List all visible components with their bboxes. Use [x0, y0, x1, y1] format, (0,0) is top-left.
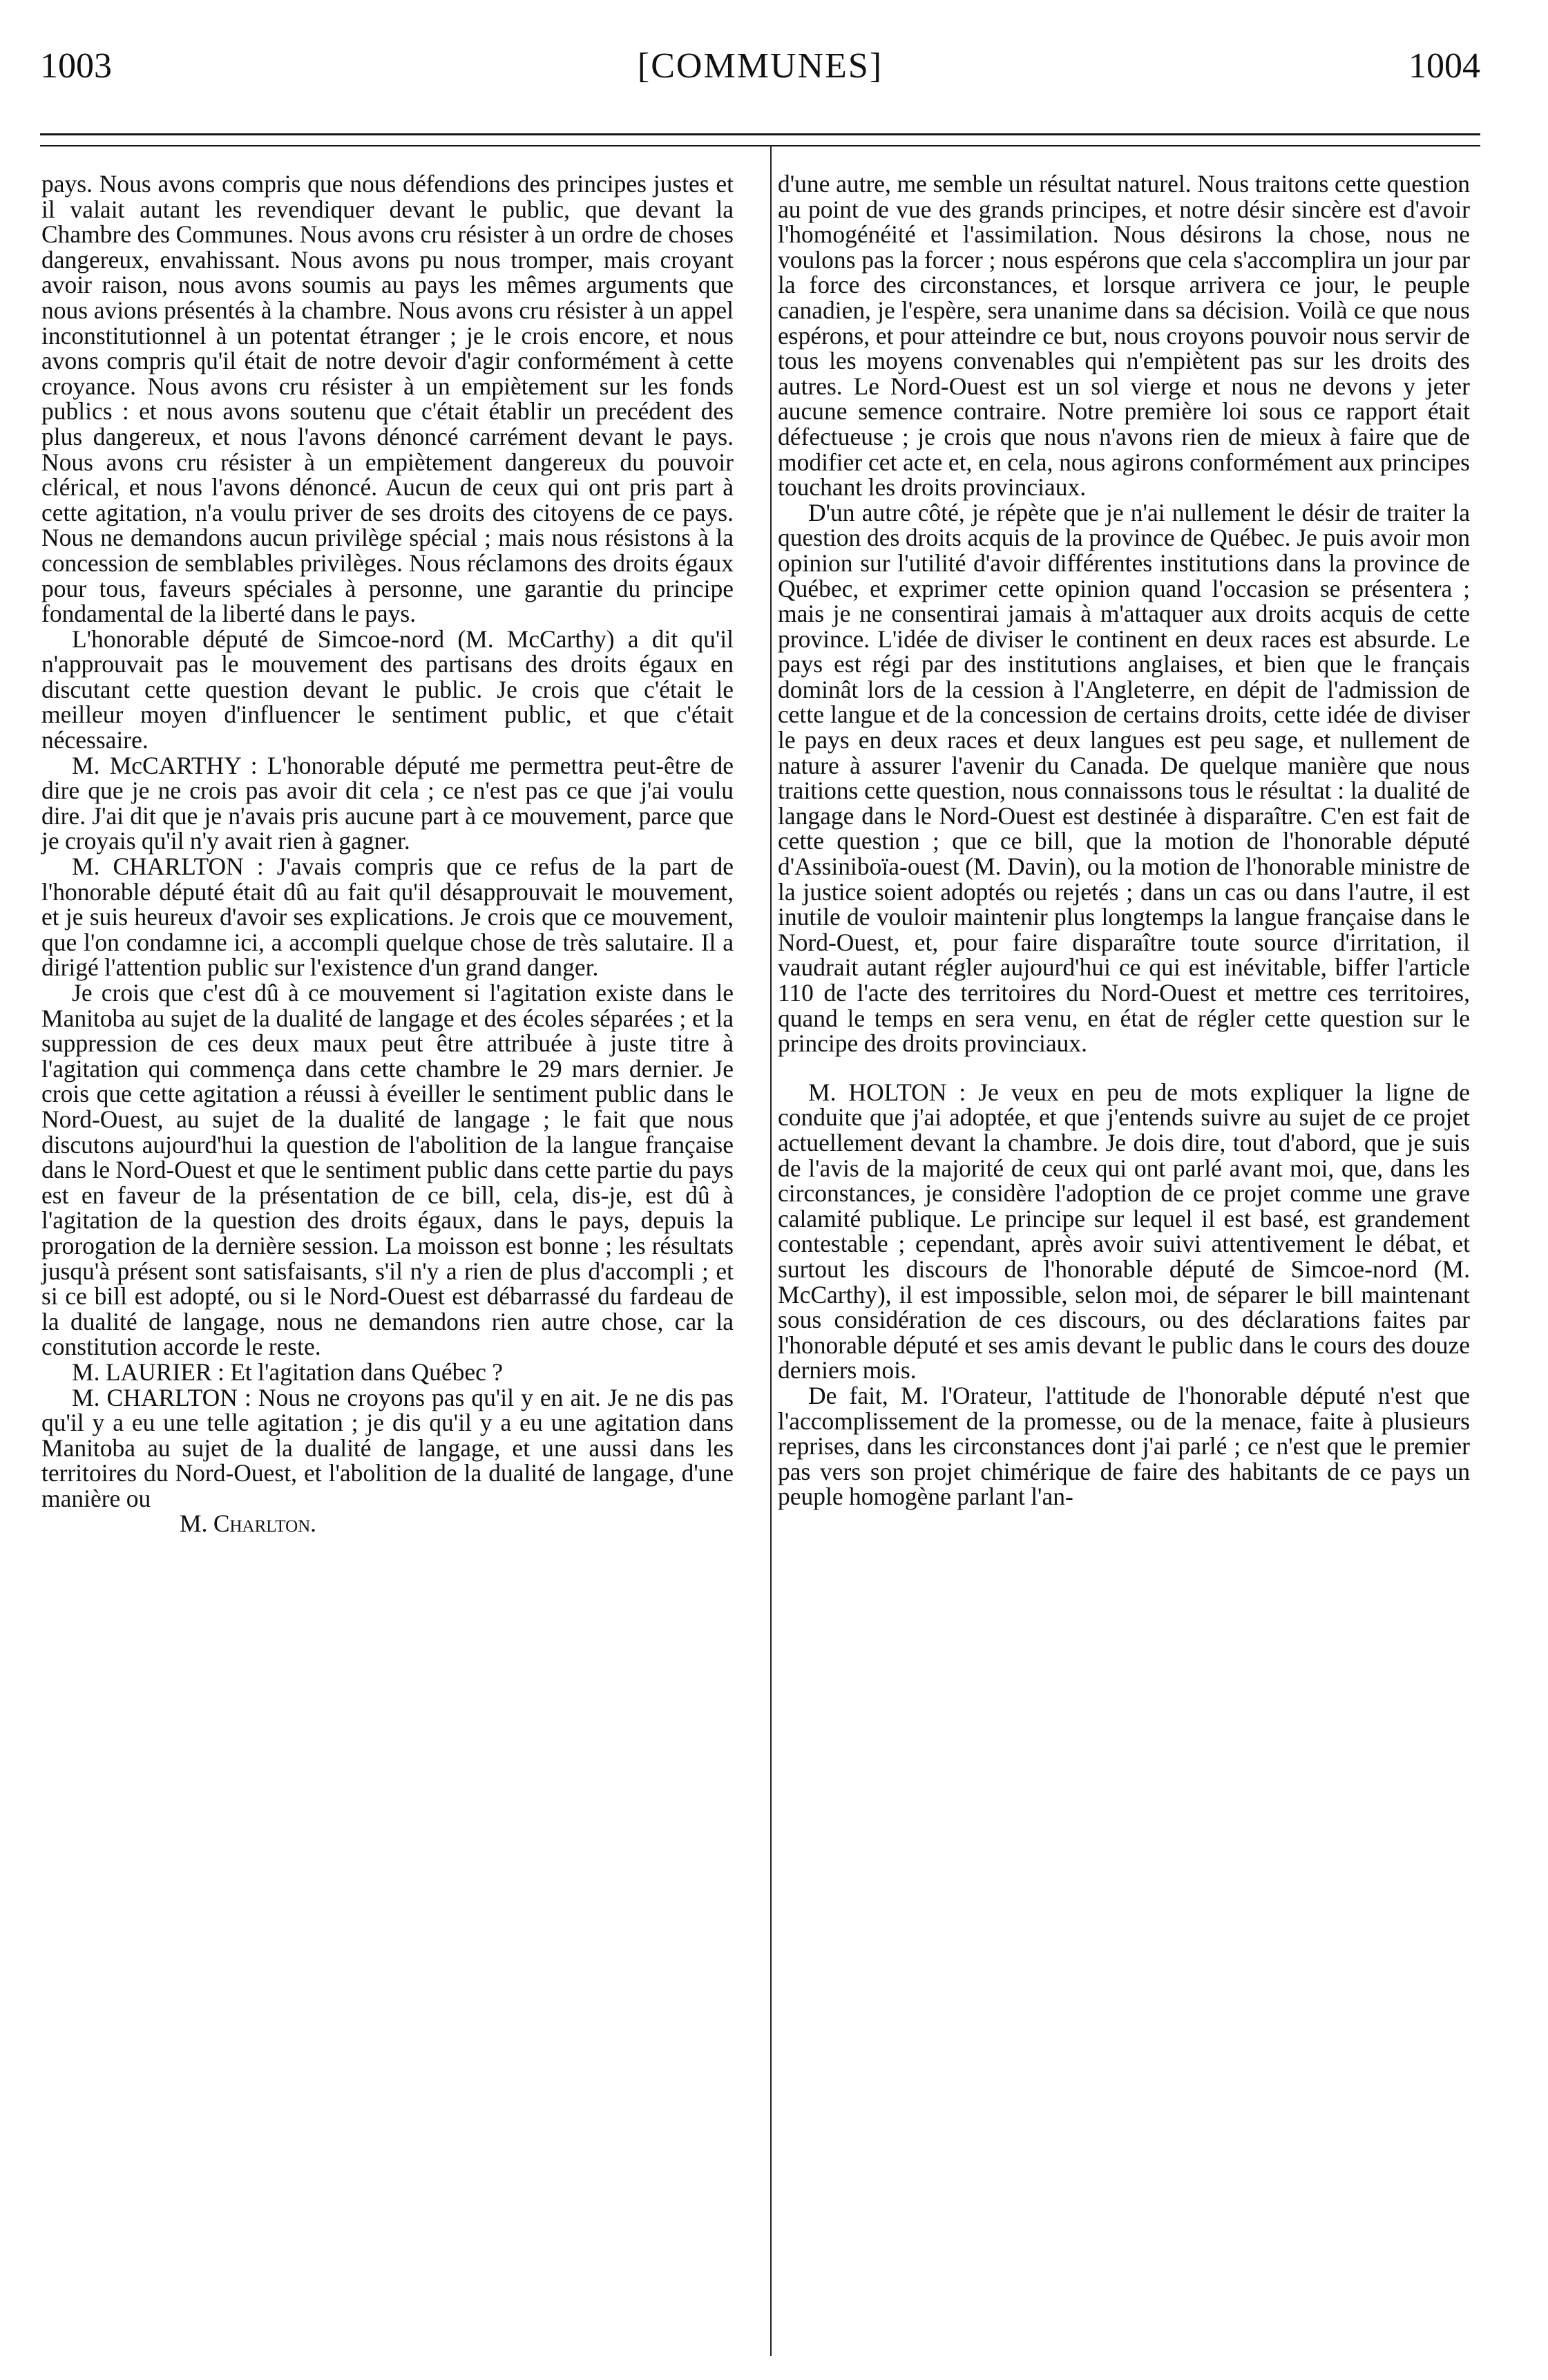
speaker-signature: M. Charlton.	[180, 1510, 317, 1538]
header-rule-bottom	[40, 145, 1480, 146]
left-paragraph-4: M. CHARLTON : J'avais compris que ce refus de la part de l'honorable député était dû au fait qu'il désapprouvait le mouvement, et je suis heureux d'avoir ses explications. Je crois que ce mouvement, que l'on condamne ici, a accompli quelque chose de très salutaire. Il a dirigé l'attention public sur l'existence d'un grand danger.	[41, 853, 734, 982]
left-paragraph-7: M. CHARLTON : Nous ne croyons pas qu'il y en ait. Je ne dis pas qu'il y a eu une telle agitation ; je dis qu'il y a eu une agitation dans Manitoba au sujet de la dualité de langage, et une aussi dans les territoires du Nord-Ouest, et l'abolition de la dualité de langage, d'une manière ou	[41, 1383, 734, 1512]
column-divider	[770, 145, 772, 2356]
running-title: [COMMUNES]	[637, 46, 883, 86]
header-rule-top	[40, 133, 1480, 135]
page-number-left: 1003	[40, 46, 112, 86]
right-paragraph-3: M. HOLTON : Je veux en peu de mots expliquer la ligne de conduite que j'ai adoptée, et que j'entends suivre au sujet de ce projet actuellement devant la chambre. Je dois dire, tout d'abord, que je suis de l'avis de la majorité de ceux qui ont parlé avant moi, que, dans les circonstances, je considère l'adoption de ce projet comme une grave calamité publique. Le principe sur lequel il est basé, est grandement contestable ; cependant, après avoir suivi attentivement le débat, et surtout les discours de l'honorable député de Simcoe-nord (M. McCarthy), il est impossible, selon moi, de séparer le bill maintenant sous considération de ces discours, ou des déclarations faites par l'honorable député et ses amis devant le public dans le cours des douze derniers mois.	[778, 1078, 1470, 1384]
left-column	[41, 171, 734, 1536]
left-paragraph-6: M. LAURIER : Et l'agitation dans Québec ?	[72, 1358, 504, 1386]
page-header	[40, 46, 1480, 94]
right-paragraph-4: De fait, M. l'Orateur, l'attitude de l'honorable député n'est que l'accomplissement de la promesse, ou de la menace, faite à plusieurs reprises, dans les circonstances dont j'ai parlé ; ce n'est que le premier pas vers son projet chimérique de faire des habitants de ce pays un peuple homogène parlant l'an-	[778, 1381, 1470, 1511]
left-paragraph-1: pays. Nous avons compris que nous défendions des principes justes et il valait autant les revendiquer devant le public, que devant la Chambre des Communes. Nous avons cru résister à un ordre de choses dangereux, envahissant. Nous avons pu nous tromper, mais croyant avoir raison, nous avons soumis au pays les mêmes arguments que nous avions présentés à la chambre. Nous avons cru résister à un appel inconstitutionnel à un potentat étranger ; je le crois encore, et nous avons compris qu'il était de notre devoir d'agir conformément à cette croyance. Nous avons cru résister à un empiètement sur les fonds publics : et nous avons soutenu que c'était établir un precédent des plus dangereux, et nous l'avons dénoncé carrément devant le pays. Nous avons cru résister à un empiètement dangereux du pouvoir clérical, et nous l'avons dénoncé. Aucun de ceux qui ont pris part à cette agitation, n'a voulu priver de ses droits des citoyens de ce pays. Nous ne demandons aucun privilège spécial ; mais nous résistons à la concession de semblables privilèges. Nous réclamons des droits égaux pour tous, faveurs spéciales à personne, une garantie du principe fondamental de la liberté dans le pays.	[41, 170, 734, 628]
right-paragraph-2: D'un autre côté, je répète que je n'ai nullement le désir de traiter la question des droits acquis de la province de Québec. Je puis avoir mon opinion sur l'utilité d'avoir différentes institutions dans la province de Québec, et exprimer cette opinion quand l'occasion se présentera ; mais je ne consentirai jamais à m'attaquer aux droits acquis de cette province. L'idée de diviser le continent en deux races est absurde. Le pays est régi par des institutions anglaises, et bien que le français dominât lors de la cession à l'Angleterre, en dépit de l'admission de cette langue et de la concession de certains droits, cette idée de diviser le pays en deux races et deux langues est peu sage, et nullement de nature à assurer l'avenir du Canada. De quelque manière que nous traitions cette question, nous connaissons tous le résultat : la dualité de langage dans le Nord-Ouest est destinée à disparaître. C'en est fait de cette question ; que ce bill, que la motion de l'honorable député d'Assiniboïa-ouest (M. Davin), ou la motion de l'honorable ministre de la justice soient adoptés ou rejetés ; dans un cas ou dans l'autre, il est inutile de vouloir maintenir plus longtemps la langue française dans le Nord-Ouest, et, pour faire disparaître toute source d'irritation, il vaudrait autant régler aujourd'hui ce qui est inévitable, biffer l'article 110 de l'acte des territoires du Nord-Ouest et mettre ces territoires, quand le temps en sera venu, en état de régler cette question sur le principe des droits provinciaux.	[778, 498, 1470, 1058]
right-paragraph-1: d'une autre, me semble un résultat naturel. Nous traitons cette question au point de vue des grands principes, et notre désir sincère est d'avoir l'homogénéité et l'assimilation. Nous désirons la chose, nous ne voulons pas la forcer ; nous espérons que cela s'accomplira un jour par la force des circonstances, et lorsque arrivera ce jour, le peuple canadien, je l'espère, sera unanime dans sa décision. Voilà ce que nous espérons, et pour atteindre ce but, nous croyons pouvoir nous servir de tous les moyens convenables qui n'empiètent pas sur les droits des autres. Le Nord-Ouest est un sol vierge et nous ne devons y jeter aucune semence contraire. Notre première loi sous ce rapport était défectueuse ; je crois que nous n'avons rien de mieux à faire que de modifier cet acte et, en cela, nous agirons conformément aux principes touchant les droits provinciaux.	[778, 170, 1470, 502]
left-paragraph-5: Je crois que c'est dû à ce mouvement si l'agitation existe dans le Manitoba au sujet de la dualité de langage et des écoles séparées ; et la suppression de ces deux maux peut être attribuée à juste titre à l'agitation qui commença dans cette chambre le 29 mars dernier. Je crois que cette agitation a réussi à éveiller le sentiment public dans le Nord-Ouest, au sujet de la dualité de langage ; le fait que nous discutons aujourd'hui la question de l'abolition de la langue française dans le Nord-Ouest et que le sentiment public dans cette partie du pays est en faveur de la présentation de ce bill, cela, dis-je, est dû à l'agitation de la question des droits égaux, dans le pays, depuis la prorogation de la dernière session. La moisson est bonne ; les résultats jusqu'à présent sont satisfaisants, s'il n'y a rien de plus d'accompli ; et si ce bill est adopté, ou si le Nord-Ouest est débarrassé du fardeau de la dualité de langage, nous ne demandons rien autre chose, car la constitution accorde le reste.	[41, 979, 734, 1361]
right-column	[778, 171, 1470, 1510]
page-number-right: 1004	[1408, 46, 1480, 86]
left-paragraph-2: L'honorable député de Simcoe-nord (M. McCarthy) a dit qu'il n'approuvait pas le mouvement des partisans des droits égaux en discutant cette question devant le public. Je crois que c'était le meilleur moyen d'influencer le sentiment public, et que c'était nécessaire.	[41, 625, 734, 754]
left-paragraph-3: M. McCARTHY : L'honorable député me permettra peut-être de dire que je ne crois pas avoir dit cela ; ce n'est pas ce que j'ai voulu dire. J'ai dit que je n'avais pris aucune part à ce mouvement, parce que je croyais qu'il n'y avait rien à gagner.	[41, 751, 734, 855]
